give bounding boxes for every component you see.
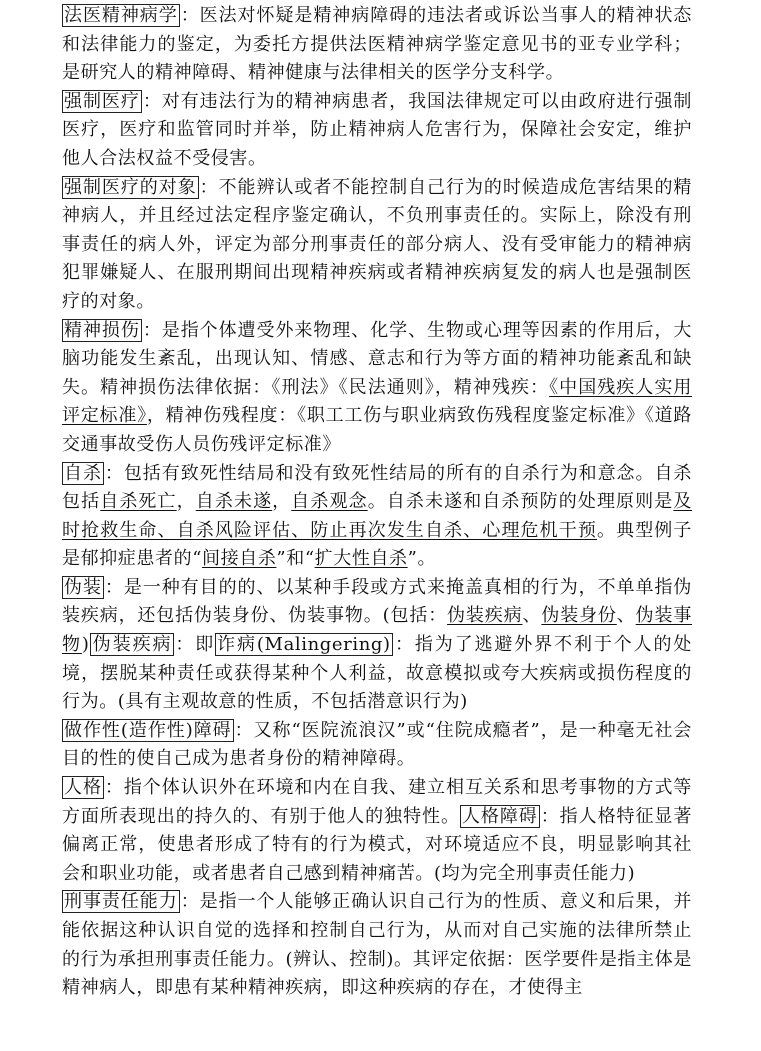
entry-text: ”。 — [407, 548, 437, 570]
term-box: 刑事责任能力 — [64, 891, 178, 913]
underlined-text: 自杀死亡 — [100, 491, 177, 513]
entry-text: ”和“ — [276, 548, 315, 570]
term-box: 伪装 — [64, 576, 102, 598]
underlined-text: 伪装疾病 — [447, 605, 523, 627]
term-box: 自杀 — [64, 462, 102, 484]
entry-forensic-psychiatry — [62, 2, 692, 88]
entry-text: ：即 — [175, 634, 216, 656]
underlined-text: 自杀观念 — [291, 491, 368, 513]
underlined-text: 伪装事物 — [62, 605, 692, 656]
entry-text: 、 — [616, 605, 636, 627]
entry-text: ：是一种有目的的、以某种手段或方式来掩盖真相的行为，不单单指伪装疾病，还包括伪装身份、伪装事物。(包括： — [62, 576, 692, 627]
entry-text: ) — [81, 634, 90, 656]
term-box: 人格 — [64, 777, 102, 799]
entry-text: ：对有违法行为的精神病患者，我国法律规定可以由政府进行强制医疗，医疗和监管同时并举，防止精神病人危害行为，保障社会安定，维护他人合法权益不受侵害。 — [62, 90, 692, 169]
entry-text: ， — [176, 491, 196, 513]
entry-criminal-responsibility — [62, 888, 692, 1002]
underlined-text: 扩大性自杀 — [314, 548, 408, 570]
entry-text: ：不能辨认或者不能控制自己行为的时候造成危害结果的精神病人，并且经过法定程序鉴定确认，不负刑事责任的。实际上，除没有刑事责任的病人外，评定为部分刑事责任的部分病人、没有受审能力的精神病犯罪嫌疑人、在服刑期间出现精神疾病或者精神疾病复发的病人也是强制医疗的对象。 — [62, 176, 692, 312]
document-page — [62, 2, 692, 1003]
entry-text: ：包括有致死性结局和没有致死性结局的所有的自杀行为和意念。自杀包括 — [62, 462, 692, 513]
term-box: 伪装疾病 — [91, 634, 173, 656]
entry-mental-injury — [62, 317, 692, 460]
underlined-text: 《中国残疾人实用评定标准》 — [62, 376, 692, 427]
entry-text: ， — [272, 491, 292, 513]
entry-personality — [62, 774, 692, 888]
entry-text: ：指人格特征显著偏离正常，使患者形成了特有的行为模式，对环境适应不良，明显影响其社会和职业功能，或者患者自己感到精神痛苦。(均为完全刑事责任能力) — [62, 805, 692, 884]
entry-text: 。自杀未遂和自杀预防的处理原则是 — [367, 491, 674, 513]
entry-text: ：指为了逃避外界不利于个人的处境，摆脱某种责任或获得某种个人利益，故意模拟或夸大疾病或损伤程度的行为。(具有主观故意的性质，不包括潜意识行为) — [62, 634, 692, 713]
term-box: 强制医疗的对象 — [64, 176, 197, 198]
entry-text: ：是指个体遭受外来物理、化学、生物或心理等因素的作用后，大脑功能发生紊乱，出现认知、情感、意志和行为等方面的精神功能紊乱和缺失。精神损伤法律依据：《刑法》《民法通则》，精神残疾： — [62, 319, 692, 398]
entry-text: ：是指一个人能够正确认识自己行为的性质、意义和后果，并能依据这种认识自觉的选择和控制自己行为，从而对自己实施的法律所禁止的行为承担刑事责任能力。(辨认、控制)。其评定依据：医学要件是指主体是精神病人，即患有某种精神疾病，即这种疾病的存在，才使得主 — [62, 891, 692, 999]
underlined-text: 自杀未遂 — [195, 491, 273, 513]
term-box: 诈病(Malingering) — [217, 634, 391, 656]
underlined-text: 伪装身份 — [541, 605, 617, 627]
entry-text: ，精神伤残程度：《职工工伤与职业病致伤残程度鉴定标准》《道路交通事故受伤人员伤残评定标准》 — [62, 405, 693, 455]
underlined-text: 及时抢救生命、自杀风险评估、防止再次发生自杀、心理危机干预 — [62, 491, 692, 541]
entry-text: ：指个体认识外在环境和内在自我、建立相互关系和思考事物的方式等方面所表现出的持久的、有别于他人的独特性。 — [62, 777, 692, 827]
entry-disguise — [62, 574, 692, 717]
term-box: 精神损伤 — [64, 319, 140, 341]
term-box: 法医精神病学 — [64, 5, 178, 26]
entry-suicide — [62, 460, 692, 574]
term-box: 人格障碍 — [461, 805, 538, 827]
underlined-text: 间接自杀 — [202, 548, 277, 570]
entry-compulsory-treatment-subjects — [62, 174, 692, 317]
entry-factitious-disorder — [62, 717, 692, 774]
term-box: 强制医疗 — [64, 90, 140, 112]
entry-compulsory-treatment — [62, 88, 692, 174]
term-box: 做作性(造作性)障碍 — [64, 719, 232, 741]
entry-text: ：医法对怀疑是精神病障碍的违法者或诉讼当事人的精神状态和法律能力的鉴定，为委托方提供法医精神病学鉴定意见书的亚专业学科；是研究人的精神障碍、精神健康与法律相关的医学分支科学。 — [62, 5, 692, 84]
entry-text: 。典型例子是郁抑症患者的“ — [62, 519, 693, 570]
entry-text: 、 — [522, 605, 542, 627]
entry-text: ：又称“医院流浪汉”或“住院成瘾者”，是一种毫无社会目的性的使自己成为患者身份的精神障碍。 — [62, 719, 693, 770]
